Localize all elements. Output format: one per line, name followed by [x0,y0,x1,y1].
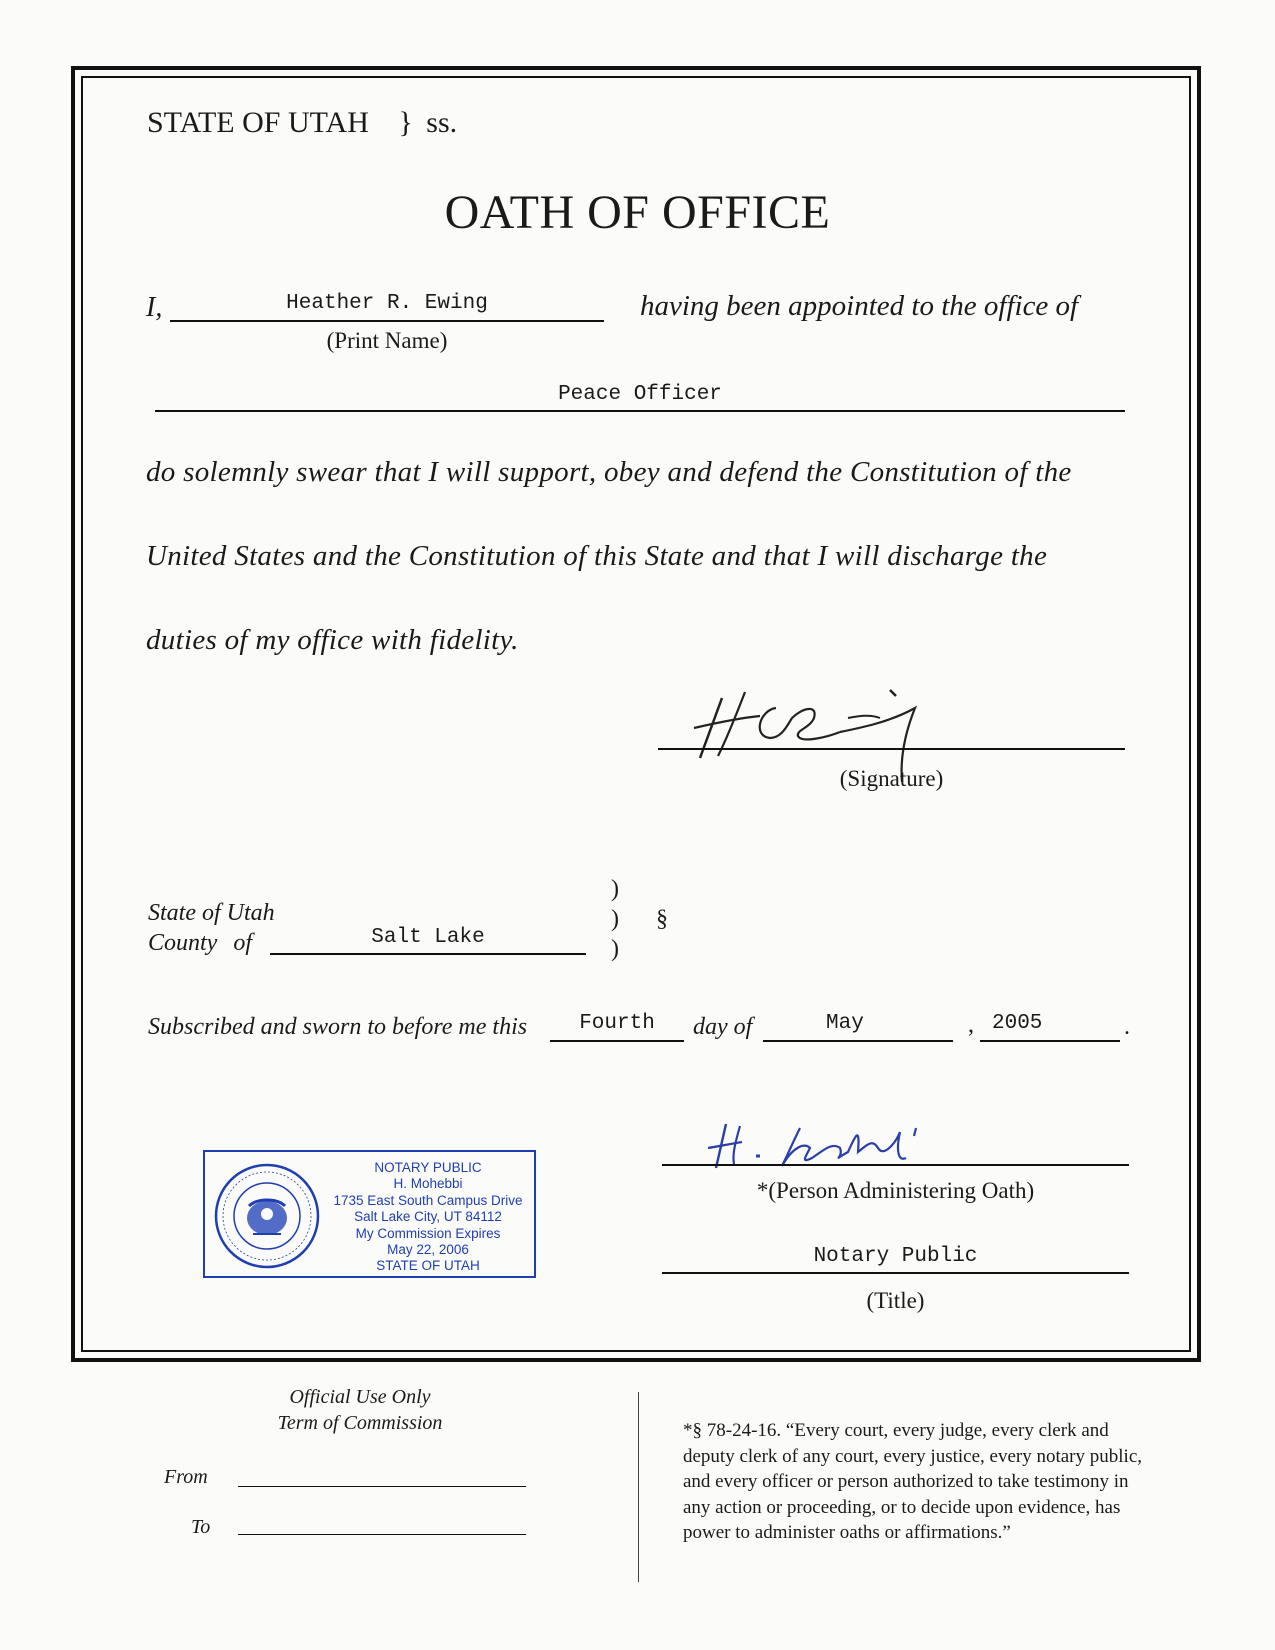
official-use-line-1: Official Use Only [289,1386,431,1408]
day-of-label: day of [693,1014,753,1040]
print-name-line [170,320,604,322]
stamp-line-3: 1735 East South Campus Drive [333,1192,523,1208]
state-heading [147,106,457,140]
oath-line-3: duties of my office with fidelity. [146,624,519,656]
month-value[interactable]: May [826,1012,864,1035]
office-line [155,410,1125,412]
oath-line-1: do solemnly swear that I will support, obey and defend the Constitution of the [146,456,1072,488]
state-label: STATE OF UTAH [147,106,369,139]
administrator-caption: *(Person Administering Oath) [756,1178,1035,1203]
print-name-caption: (Print Name) [326,328,448,353]
official-use-line-2: Term of Commission [277,1412,443,1434]
signature-caption: (Signature) [839,766,944,791]
of-word: of [233,930,252,956]
state-seal-icon [213,1162,321,1270]
i-label: I, [146,292,163,323]
title-line [662,1272,1129,1274]
appointed-text: having been appointed to the office of [640,290,1079,322]
official-use-heading [200,1384,520,1436]
statute-line-3: and every officer or person authorized to take testimony in [683,1471,1129,1492]
day-line [550,1040,684,1042]
brace: } [398,106,413,139]
county-value[interactable]: Salt Lake [371,926,485,949]
statute-line-5: power to administer oaths or affirmations.” [683,1522,1011,1543]
paren-3: ) [611,936,619,962]
notary-stamp [203,1150,536,1278]
comma: , [968,1012,974,1038]
period: . [1124,1014,1130,1040]
year-value[interactable]: 2005 [992,1012,1043,1035]
stamp-line-6: May 22, 2006 [387,1242,469,1258]
venue-parens [611,874,619,964]
venue-state-label: State of Utah [148,900,275,926]
statute-line-1: *§ 78-24-16. “Every court, every judge, every clerk and [683,1420,1109,1441]
venue-county-label [148,930,252,957]
stamp-line-2: H. Mohebbi [393,1176,463,1192]
stamp-line-1: NOTARY PUBLIC [374,1160,482,1175]
stamp-line-4: Salt Lake City, UT 84112 [354,1209,502,1225]
subscribed-prefix: Subscribed and sworn to before me this [148,1014,528,1040]
from-label: From [164,1466,208,1488]
administrator-signature-image [700,1118,970,1176]
statute-line-2: deputy clerk of any court, every justice, every notary public, [683,1445,1142,1467]
administrator-line [662,1164,1129,1166]
office-value[interactable]: Peace Officer [558,383,722,406]
stamp-line-7: STATE OF UTAH [376,1258,480,1274]
stamp-line-5: My Commission Expires [355,1225,501,1241]
title-caption: (Title) [866,1288,925,1313]
ss-label: ss. [426,106,458,139]
title-value[interactable]: Notary Public [813,1245,978,1268]
stamp-text [323,1160,533,1275]
day-value[interactable]: Fourth [579,1012,655,1035]
to-label: To [191,1516,211,1538]
oath-line-2: United States and the Constitution of this State and that I will discharge the [146,540,1048,572]
statute-text [683,1418,1142,1546]
paren-2: ) [611,906,619,932]
from-line[interactable] [238,1486,526,1487]
county-line [270,953,586,955]
paren-1: ) [611,876,619,902]
to-line[interactable] [238,1534,526,1535]
county-word: County [148,930,218,956]
signature-line [658,748,1125,750]
month-line [763,1040,953,1042]
year-line [980,1040,1120,1042]
section-symbol: § [656,906,668,932]
document-title: OATH OF OFFICE [444,186,831,239]
statute-line-4: any action or proceeding, or to decide upon evidence, has [683,1496,1121,1518]
print-name-value[interactable]: Heather R. Ewing [286,292,488,315]
footer-divider [638,1392,639,1582]
